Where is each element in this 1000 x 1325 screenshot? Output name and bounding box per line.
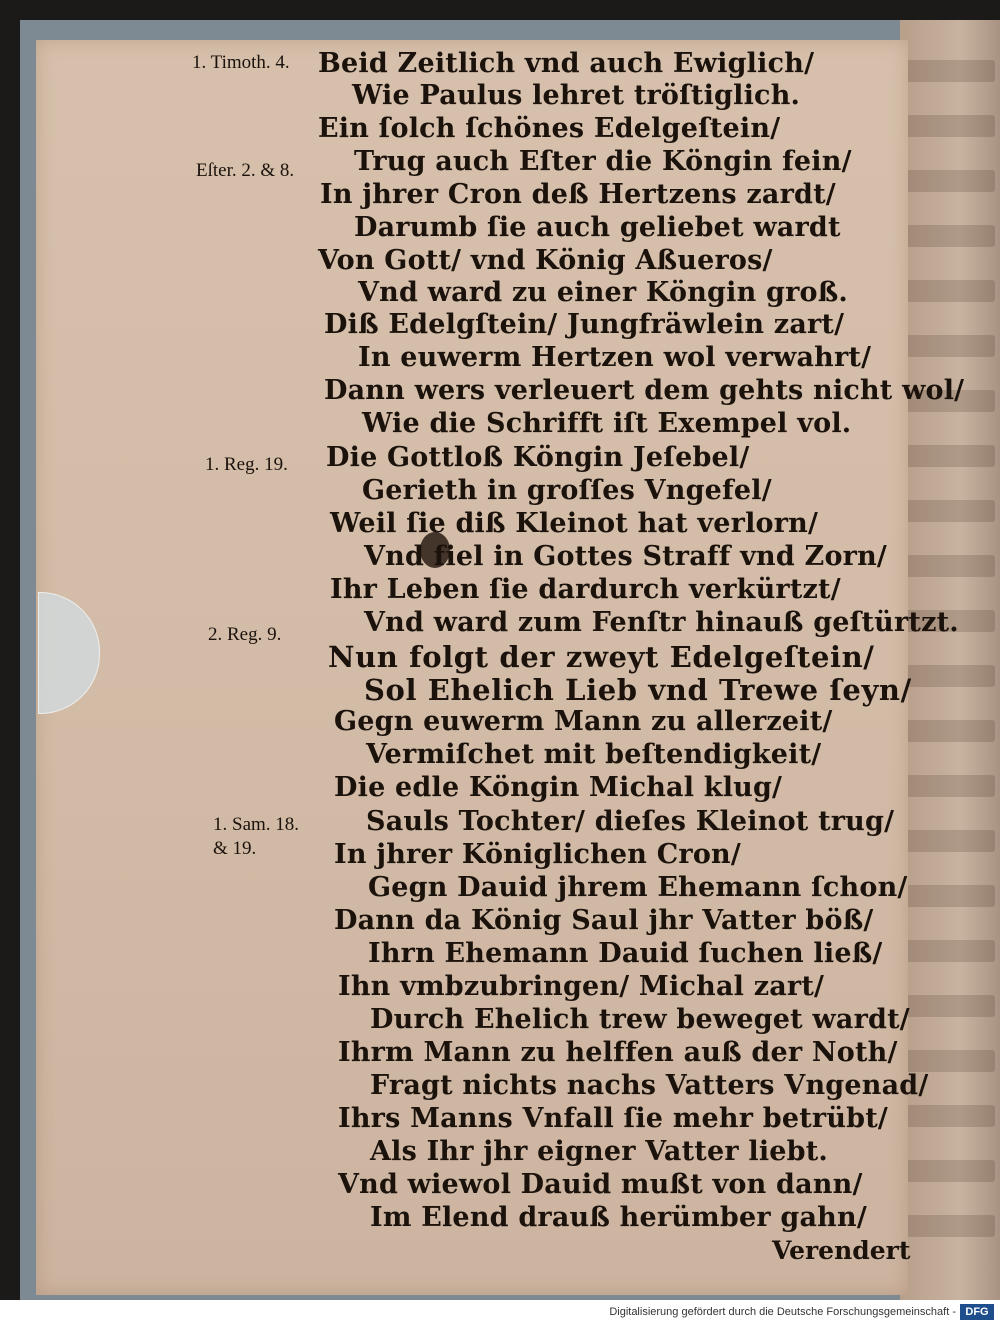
verse-line: Vermiſchet mit beſtendigkeit/ <box>366 739 822 770</box>
verse-line: Von Gott/ vnd König Aßueros/ <box>318 245 773 276</box>
verse-line: Durch Ehelich trew beweget wardt/ <box>370 1004 910 1035</box>
verse-line: Ihrm Mann zu helffen auß der Noth/ <box>338 1037 898 1068</box>
verse-line: Trug auch Eſter die Köngin fein/ <box>354 146 852 177</box>
margin-note: 1. Sam. 18. <box>213 814 300 835</box>
verse-line: Vnd wiewol Dauid mußt von dann/ <box>338 1169 863 1200</box>
verse-line: Im Elend drauß herümber gahn/ <box>370 1202 867 1233</box>
bleed-through-line <box>905 830 995 852</box>
margin-note: 1. Reg. 19. <box>205 454 288 475</box>
bleed-through-line <box>905 940 995 962</box>
verse-line: Vnd fiel in Gottes Straff vnd Zorn/ <box>364 541 887 572</box>
bleed-through-line <box>905 720 995 742</box>
funding-credit: Digitalisierung gefördert durch die Deutsche Forschungsgemeinschaft - <box>609 1306 956 1318</box>
verse-line: Vnd ward zu einer Köngin groß. <box>358 277 849 308</box>
verse-line: Diß Edelgſtein/ Jungfräwlein zart/ <box>324 309 845 340</box>
verse-line: Sauls Tochter/ dieſes Kleinot trug/ <box>366 806 895 837</box>
bleed-through-line <box>905 665 995 687</box>
verse-line: In jhrer Cron deß Hertzens zardt/ <box>320 179 836 210</box>
verse-line: In jhrer Königlichen Cron/ <box>334 839 741 870</box>
verse-line: Beid Zeitlich vnd auch Ewiglich/ <box>318 48 815 79</box>
verse-line: Gegn euwerm Mann zu allerzeit/ <box>334 706 833 737</box>
verse-line: Weil ſie diß Kleinot hat verlorn/ <box>330 508 819 539</box>
bleed-through-line <box>905 555 995 577</box>
verse-line: Ihrn Ehemann Dauid ſuchen ließ/ <box>368 938 883 969</box>
verse-line: Darumb ſie auch geliebet wardt <box>354 212 841 243</box>
verse-line: Die edle Köngin Michal klug/ <box>334 772 783 803</box>
verse-line: Die Gottloß Köngin Jeſebel/ <box>326 442 750 473</box>
bleed-through-line <box>905 335 995 357</box>
verse-line: Wie die Schrifft iſt Exempel vol. <box>362 408 852 439</box>
catchword: Verendert <box>772 1236 911 1265</box>
verse-line: In euwerm Hertzen wol verwahrt/ <box>358 342 872 373</box>
verse-line: Gegn Dauid jhrem Ehemann ſchon/ <box>368 872 908 903</box>
section-heading-line: Sol Ehelich Lieb vnd Trewe ſeyn/ <box>364 673 912 707</box>
margin-note: & 19. <box>213 838 257 859</box>
verse-line: Wie Paulus lehret tröſtiglich. <box>352 80 801 111</box>
bleed-through-line <box>905 225 995 247</box>
bleed-through-line <box>905 115 995 137</box>
bleed-through-line <box>905 1215 995 1237</box>
bleed-through-line <box>905 500 995 522</box>
margin-note: 2. Reg. 9. <box>208 624 282 645</box>
verse-line: Als Ihr jhr eigner Vatter liebt. <box>370 1136 829 1167</box>
verse-line: Dann wers verleuert dem gehts nicht wol/ <box>324 375 965 406</box>
bleed-through-line <box>905 995 995 1017</box>
dfg-logo[interactable]: DFG <box>960 1304 994 1320</box>
verse-line: Dann da König Saul jhr Vatter böß/ <box>334 905 874 936</box>
section-heading-line: Nun folgt der zweyt Edelgeſtein/ <box>328 640 875 674</box>
verse-line: Ihrs Manns Vnfall ſie mehr betrübt/ <box>338 1103 888 1134</box>
verse-line: Ihn vmbzubringen/ Michal zart/ <box>338 971 825 1002</box>
verse-line: Vnd ward zum Fenſtr hinauß geſtürtzt. <box>364 607 959 638</box>
bleed-through-line <box>905 885 995 907</box>
bleed-through-line <box>905 775 995 797</box>
bleed-through-line <box>905 445 995 467</box>
margin-note: Eſter. 2. & 8. <box>196 160 295 181</box>
bleed-through-line <box>905 280 995 302</box>
verse-line: Gerieth in groſſes Vngefel/ <box>362 475 772 506</box>
margin-note: 1. Timoth. 4. <box>192 52 290 73</box>
bleed-through-line <box>905 60 995 82</box>
verse-line: Fragt nichts nachs Vatters Vngenad/ <box>370 1070 929 1101</box>
verse-line: Ein ſolch ſchönes Edelgeſtein/ <box>318 113 781 144</box>
bleed-through-line <box>905 170 995 192</box>
verse-line: Ihr Leben ſie dardurch verkürtzt/ <box>330 574 841 605</box>
bleed-through-line <box>905 1105 995 1127</box>
bleed-through-line <box>905 1050 995 1072</box>
bleed-through-line <box>905 1160 995 1182</box>
